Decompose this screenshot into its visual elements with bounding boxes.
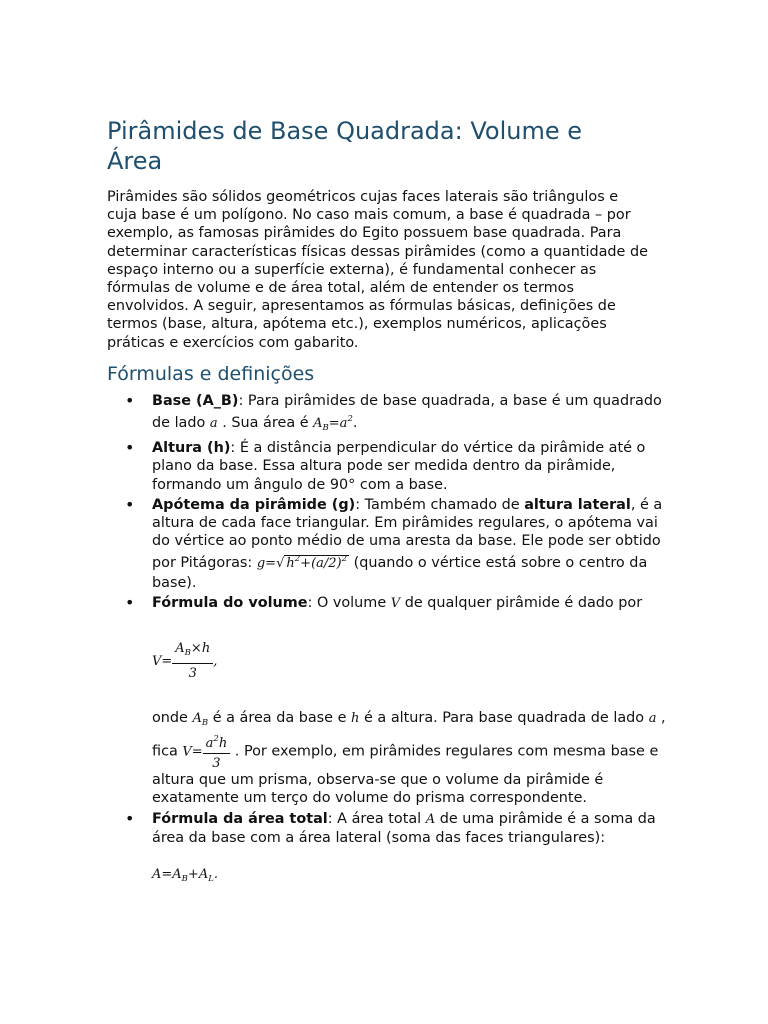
term-area: Fórmula da área total: [152, 810, 328, 827]
math-var-a: a: [648, 711, 657, 727]
text: . Sua área é: [217, 415, 314, 432]
math-volume-formula: V= $\frac{A_B\times h}{3}$ ,: [152, 641, 218, 682]
term-base: Base (A_B): [152, 392, 239, 409]
volume-explanation: [152, 709, 670, 808]
math-base-symbol: $A_B$: [192, 711, 209, 729]
text: de qualquer pirâmide é dado por: [400, 594, 643, 611]
list-item-altura: [107, 439, 670, 494]
math-base-area: $A_B=a^2$: [313, 414, 353, 434]
math-var-a: a: [209, 416, 218, 432]
term-apotema: Apótema da pirâmide (g): [152, 496, 356, 513]
text: : A área total: [327, 810, 426, 827]
math-volume-square: V=: [182, 744, 203, 760]
text: onde: [152, 710, 193, 727]
text: , é a altura de cada face triangular. Em pirâmides regulares, o apótema vai do vértice ao ponto médio de uma aresta da base. Ele pode ser obtido por Pitágoras:: [152, 496, 663, 572]
math-apotema: g=: [256, 556, 277, 572]
math-var-A: A: [425, 811, 436, 827]
text: .: [352, 415, 358, 432]
text: , fica: [152, 710, 666, 760]
text: de uma pirâmide é a soma da área da base com a área lateral (soma das faces triangulares):: [152, 810, 656, 846]
math-var-h: h: [351, 711, 360, 727]
math-frac: $\frac{a^2h}{3}$: [203, 732, 231, 771]
math-var-V: V: [390, 595, 401, 611]
text: (quando o vértice está sobre o centro da base).: [152, 555, 648, 591]
section-heading: Fórmulas e definições: [107, 362, 315, 385]
text: é a altura. Para base quadrada de lado: [359, 710, 649, 727]
term-volume: Fórmula do volume: [152, 594, 308, 611]
list-item-base: [107, 392, 670, 437]
term-altura-lateral: altura lateral: [524, 496, 631, 513]
text: : O volume: [307, 594, 391, 611]
text: : É a distância perpendicular do vértice da pirâmide até o plano da base. Essa altura pode ser medida dentro da pirâmide, formando um ângulo de 90° com a base.: [152, 440, 646, 493]
intro-paragraph: Pirâmides são sólidos geométricos cujas faces laterais são triângulos e cuja base é um polígono. No caso mais comum, a base é quadrada – por exemplo, as famosas pirâmides do Egito possuem base quadrada. Para determinar características físicas dessas pirâmides (como a quantidade de espaço interno ou a superfície externa), é fundamental conhecer as fórmulas de volume e de área total, além de entender os termos envolvidos. A seguir, apresentamos as fórmulas básicas, definições de termos (base, altura, apótema etc.), exemplos numéricos, aplicações práticas e exercícios com gabarito.: [107, 189, 648, 351]
math-area-formula: $A=A_B+A_L$.: [152, 867, 218, 885]
list-item-apotema: [107, 496, 670, 592]
math-sqrt: √ $h^2+(a/2)^2$: [276, 554, 348, 572]
list-item-volume: [107, 594, 670, 808]
term-altura: Altura (h): [152, 440, 231, 457]
text: é a área da base e: [208, 710, 352, 727]
definitions-list: [107, 392, 668, 888]
text: . Por exemplo, em pirâmides regulares com mesma base e altura que um prisma, observa-se que o volume da pirâmide é exatamente um terço do volume do prisma correspondente.: [152, 743, 659, 807]
text: : Também chamado de: [355, 496, 525, 513]
text: : Para pirâmides de base quadrada, a base é um quadrado de lado: [152, 392, 662, 432]
list-item-area: [107, 810, 670, 889]
page-title: Pirâmides de Base Quadrada: Volume e Área: [107, 117, 582, 175]
